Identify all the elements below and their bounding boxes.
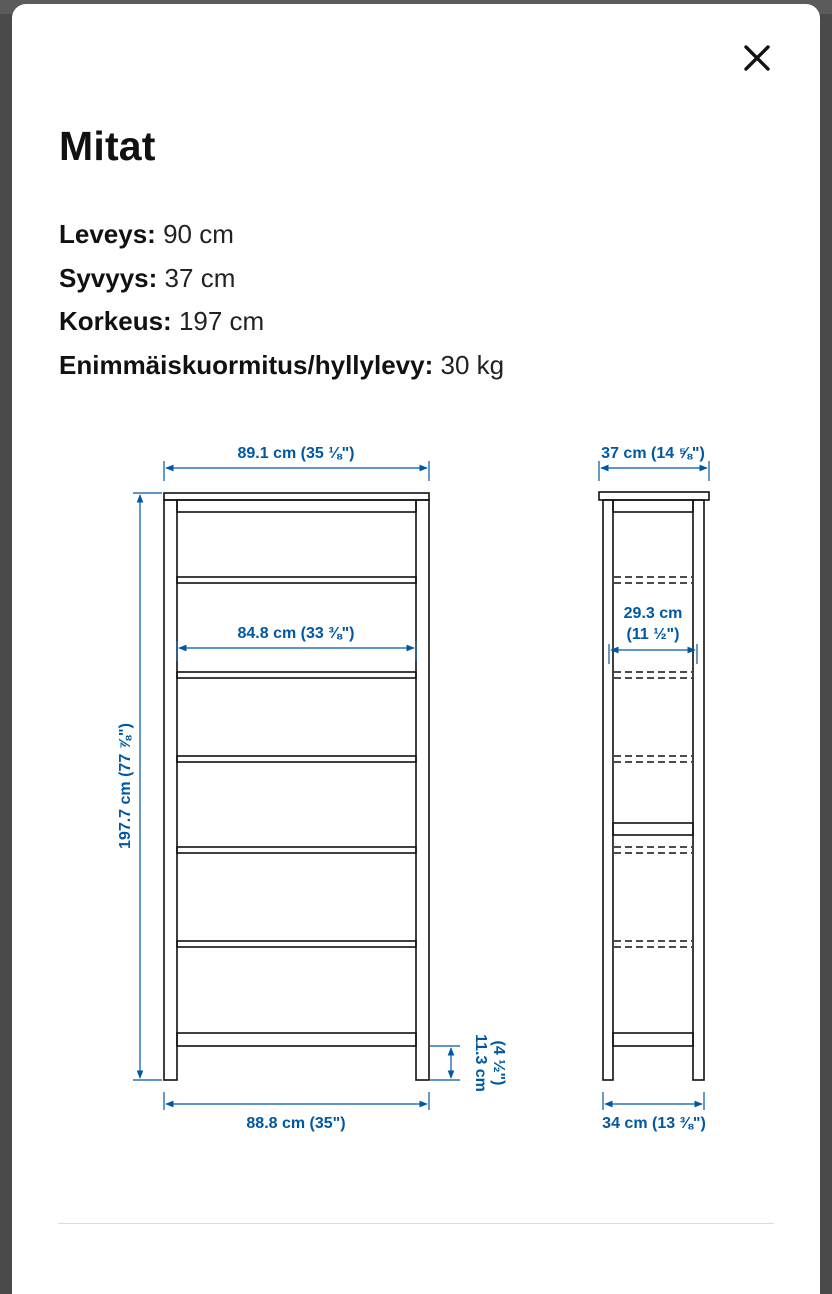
spec-max-load-value: 30 kg [440, 349, 505, 380]
page-title: Mitat [59, 123, 156, 169]
front-height-dimension [117, 493, 162, 1080]
front-plinth-label-in: (4 ½") [490, 1040, 507, 1086]
side-inner-depth-label-cm: 29.3 cm [623, 605, 683, 622]
spec-height-value: 197 cm [178, 306, 265, 336]
front-base-width-label: 88.8 cm (35") [246, 1115, 346, 1132]
spec-width-label: Leveys: [59, 219, 156, 249]
spec-depth-value: 37 cm [164, 262, 236, 293]
front-top-width-dimension [164, 445, 429, 481]
side-inner-depth-label-in: (11 ½") [626, 626, 680, 643]
front-view-bookcase [164, 493, 429, 1080]
side-top-depth-dimension [599, 445, 709, 481]
spec-depth-label: Syvyys: [59, 262, 158, 293]
side-base-depth-dimension [602, 1092, 706, 1132]
side-top-depth-label: 37 cm (14 ⅝") [601, 445, 705, 462]
spec-width-value: 90 cm [163, 219, 234, 249]
front-plinth-label-cm: 11.3 cm [472, 1034, 489, 1092]
front-height-label: 197.7 cm (77 ⅞") [117, 723, 134, 849]
spec-max-load-label: Enimmäiskuormitus/hyllylevy: [59, 349, 434, 380]
front-base-width-dimension [164, 1092, 429, 1132]
front-top-width-label: 89.1 cm (35 ⅛") [237, 445, 355, 462]
front-inner-width-label: 84.8 cm (33 ⅜") [237, 625, 355, 642]
front-plinth-dimension [430, 1034, 507, 1092]
side-base-depth-label: 34 cm (13 ⅜") [602, 1115, 706, 1132]
front-inner-width-dimension [177, 625, 416, 661]
spec-height-label: Korkeus: [59, 306, 172, 336]
side-view-bookcase [599, 492, 709, 1080]
section-divider [58, 1223, 774, 1224]
side-inner-depth-dimension [609, 605, 697, 664]
